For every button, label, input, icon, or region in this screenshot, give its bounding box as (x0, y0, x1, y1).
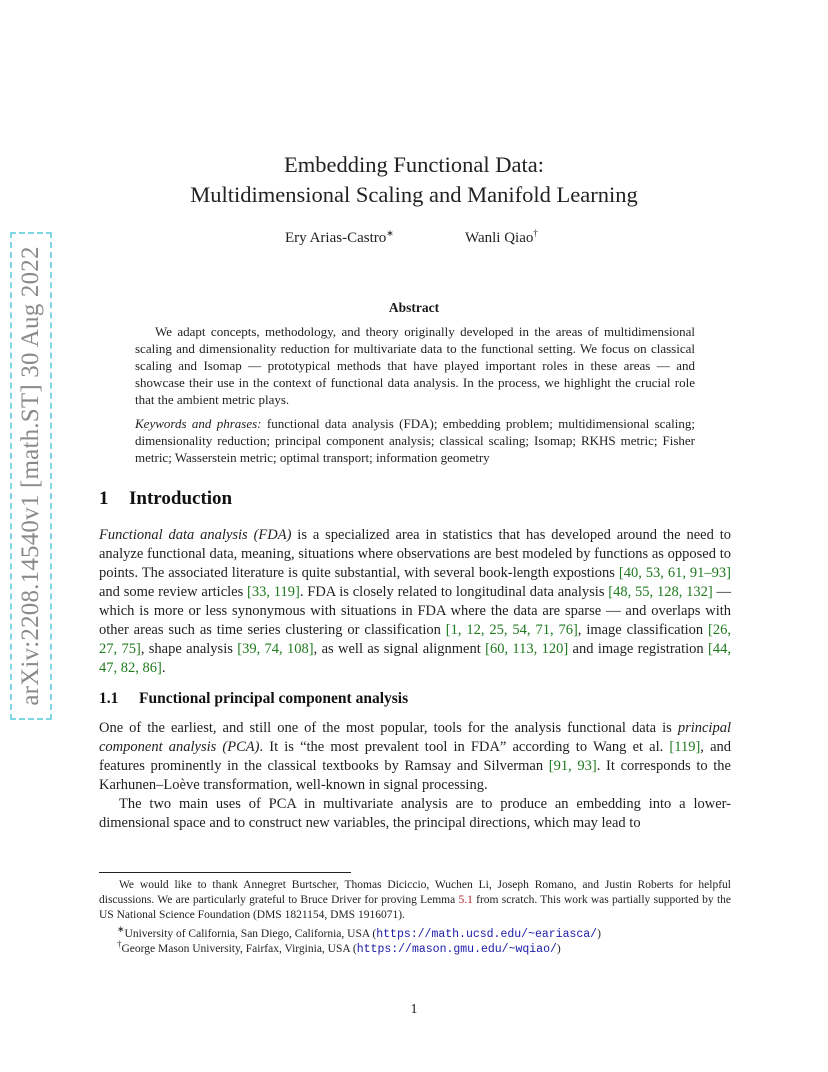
subsection-number: 1.1 (99, 690, 119, 707)
text-span: — which is more or less synonymous with situations in FDA where the data are sparse — and overlaps with other areas such as time series clustering or classification (99, 584, 731, 638)
citation-link[interactable]: [48, 55, 128, 132] (608, 584, 713, 600)
url-link[interactable]: https://mason.gmu.edu/~wqiao/ (356, 942, 557, 956)
text-span: We would like to thank Annegret Burtscher, Thomas Diciccio, Wuchen Li, Joseph Romano, and Justin Roberts for helpful discussions. We are particularly grateful to Bruce Driver for proving Lemma (99, 879, 731, 906)
citation-link[interactable]: [44, 47, 82, 86] (99, 641, 731, 676)
section-title: Introduction (129, 488, 233, 509)
author-1-name: Ery Arias-Castro (285, 230, 387, 246)
url-link[interactable]: https://math.ucsd.edu/~eariasca/ (376, 927, 598, 941)
acknowledgement-footnote (99, 878, 731, 923)
text-span: from scratch. This work was partially supported by the US National Science Foundation (DMS 1821154, DMS 1916071). (99, 894, 731, 921)
text-span: is a specialized area in statistics that has developed around the need to analyze functional data, meaning, situations where observations are best modeled by functions as opposed to points. The associated literature is quite substantial, with several book-length expostions (99, 527, 731, 581)
text-span: ) (597, 927, 601, 940)
footnote-mark: ∗ (117, 924, 125, 934)
text-span: . (161, 660, 166, 676)
arxiv-identifier-text: arXiv:2208.14540v1 [math.ST] 30 Aug 2022 (17, 246, 44, 706)
text-span: and some review articles (99, 584, 248, 600)
keywords-label: Keywords and phrases: (135, 416, 262, 431)
footnote-author-2 (99, 937, 749, 957)
text-span: . It is “the most prevalent tool in FDA” according to Wang et al. (259, 739, 670, 755)
text-span: University of California, San Diego, California, USA ( (124, 927, 377, 940)
subsection-title: Functional principal component analysis (139, 690, 409, 707)
text-span: , image classification (577, 622, 709, 638)
paper-title (0, 150, 828, 210)
lemma-link[interactable]: 5.1 (458, 894, 473, 906)
citation-link[interactable]: [119] (669, 739, 701, 755)
text-span: George Mason University, Fairfax, Virginia, USA ( (121, 942, 357, 955)
page-number: 1 (410, 1002, 418, 1017)
author-2 (465, 228, 538, 247)
fda-term: Functional data analysis (FDA) (99, 527, 292, 543)
citation-link[interactable]: [33, 119] (247, 584, 300, 600)
introduction-paragraph (99, 526, 731, 678)
citation-link[interactable]: [60, 113, 120] (485, 641, 569, 657)
text-span: . FDA is closely related to longitudinal data analysis (299, 584, 609, 600)
abstract-body: We adapt concepts, methodology, and theory originally developed in the areas of multidimensional scaling and dimensionality reduction for multivariate data to the functional setting. We focus on classical scaling and Isomap — prototypical methods that have played important roles in these areas — and showcase their use in the context of functional data analysis. In the process, we highlight the crucial role that the ambient metric plays. (135, 324, 695, 407)
text-span: , shape analysis (140, 641, 238, 657)
text-span: One of the earliest, and still one of the most popular, tools for the analysis functional data is (99, 720, 678, 736)
author-1-footnote-mark[interactable]: ∗ (386, 228, 394, 238)
pca-paragraph-2: The two main uses of PCA in multivariate analysis are to produce an embedding into a lower-dimensional space and to construct new variables, the principal directions, which may lead to (99, 796, 731, 831)
citation-link[interactable]: [40, 53, 61, 91–93] (618, 565, 731, 581)
citation-link[interactable]: [1, 12, 25, 54, 71, 76] (445, 622, 578, 638)
citation-link[interactable]: [91, 93] (548, 758, 597, 774)
author-1 (285, 228, 394, 247)
abstract-heading: Abstract (388, 300, 440, 315)
title-line-2: Multidimensional Scaling and Manifold Learning (190, 182, 638, 207)
text-span: ) (556, 942, 561, 955)
pca-term: principal component analysis (PCA) (99, 720, 731, 755)
pca-paragraph-1 (99, 719, 731, 795)
title-line-1: Embedding Functional Data: (284, 152, 544, 177)
text-span: and image registration (568, 641, 709, 657)
text-span: . It corresponds to the Karhunen–Loève transformation, well-known in signal processing. (99, 758, 731, 793)
citation-link[interactable]: [26, 27, 75] (99, 622, 731, 657)
keywords-text: functional data analysis (FDA); embedding problem; multidimensional scaling; dimensionality reduction; principal component analysis; classical scaling; Isomap; RKHS metric; Fisher metric; Wasserstein metric; optimal transport; information geometry (135, 416, 695, 465)
section-heading-introduction (99, 488, 232, 510)
section-number: 1 (99, 488, 109, 509)
text-span: , as well as signal alignment (313, 641, 486, 657)
text-span: , and features prominently in the classical textbooks by Ramsay and Silverman (99, 739, 732, 774)
author-2-footnote-mark[interactable]: † (533, 228, 538, 238)
footnote-divider (99, 872, 351, 873)
keywords (135, 415, 695, 466)
footnote-mark: † (117, 939, 122, 949)
author-2-name: Wanli Qiao (465, 230, 534, 246)
citation-link[interactable]: [39, 74, 108] (237, 641, 314, 657)
subsection-heading-fpca (99, 690, 408, 708)
